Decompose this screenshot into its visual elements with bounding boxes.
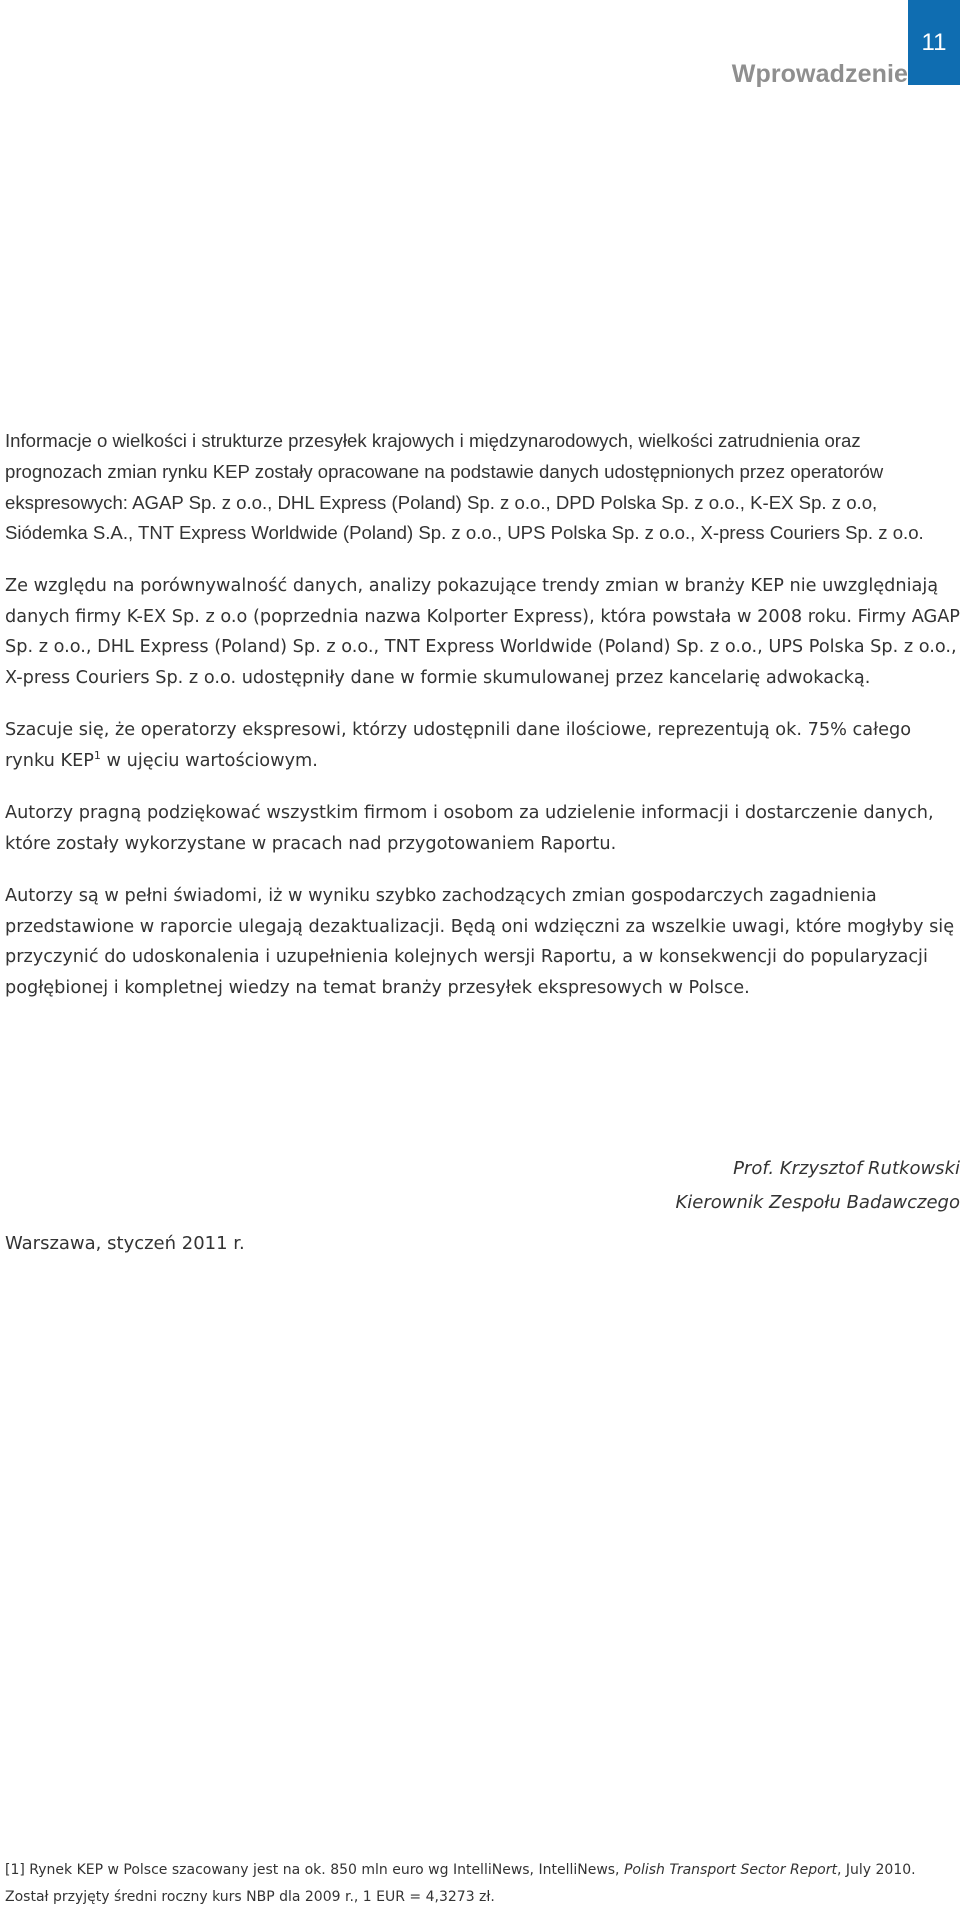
page-number-badge — [908, 0, 960, 85]
paragraph-data-sources: Informacje o wielkości i strukturze przesyłek krajowych i międzynarodowych, wielkości zatrudnienia oraz prognozach zmian rynku KEP zostały opracowane na podstawie danych udostępnionych przez operatorów ekspresowych: AGAP Sp. z o.o., DHL Express (Poland) Sp. z o.o., DPD Polska Sp. z o.o., K-EX Sp. z o.o, Siódemka S.A., TNT Express Worldwide (Poland) Sp. z o.o., UPS Polska Sp. z o.o., X-press Couriers Sp. z o.o. — [5, 430, 924, 544]
paragraph-authors-note: Autorzy są w pełni świadomi, iż w wyniku szybko zachodzących zmian gospodarczych zagadnienia przedstawione w raporcie ulegają dezaktualizacji. Będą oni wdzięczni za wszelkie uwagi, które mogłyby się przyczynić do udoskonalenia i uzupełnienia kolejnych wersji Raportu, a w konsekwencji do popularyzacji pogłębionej i kompletnej wiedzy na temat branży przesyłek ekspresowych w Polsce. — [5, 886, 955, 998]
footnote-reference: 1 — [93, 748, 101, 762]
footnote-line-1 — [5, 1857, 960, 1884]
signature-name: Prof. Krzysztof Rutkowski — [733, 1158, 960, 1179]
signature-block — [560, 1152, 960, 1220]
paragraph-market-share — [5, 715, 960, 776]
place-date: Warszawa, styczeń 2011 r. — [5, 1233, 245, 1254]
market-share-text: Szacuje się, że operatorzy ekspresowi, którzy udostępnili dane ilościowe, reprezentują ok. 75% całego rynku KEP — [5, 720, 912, 771]
footnote-line-2: Został przyjęty średni roczny kurs NBP dla 2009 r., 1 EUR = 4,3273 zł. — [5, 1889, 495, 1905]
document-body — [5, 426, 960, 1025]
section-title: Wprowadzenie — [731, 60, 908, 88]
footnote-date: , July 2010. — [836, 1862, 916, 1878]
page-number: 11 — [921, 28, 947, 56]
market-share-text-continuation: w ujęciu wartościowym. — [100, 750, 318, 771]
footnote-text: Rynek KEP w Polsce szacowany jest na ok. 850 mln euro wg IntelliNews, IntelliNews, — [29, 1862, 624, 1878]
footnote-report-title: Polish Transport Sector Report — [623, 1862, 837, 1878]
signature-role: Kierownik Zespołu Badawczego — [675, 1192, 960, 1213]
footnote — [5, 1857, 960, 1911]
paragraph-data-comparability: Ze względu na porównywalność danych, analizy pokazujące trendy zmian w branży KEP nie uwzględniają danych firmy K-EX Sp. z o.o (poprzednia nazwa Kolporter Express), która powstała w 2008 roku. Firmy AGAP Sp. z o.o., DHL Express (Poland) Sp. z o.o., TNT Express Worldwide (Poland) Sp. z o.o., UPS Polska Sp. z o.o., X-press Couriers Sp. z o.o. udostępniły dane w formie skumulowanej przez kancelarię adwokacką. — [5, 576, 960, 688]
paragraph-acknowledgements: Autorzy pragną podziękować wszystkim firmom i osobom za udzielenie informacji i dostarczenie danych, które zostały wykorzystane w pracach nad przygotowaniem Raportu. — [5, 803, 934, 854]
footnote-marker: [1] — [5, 1862, 25, 1878]
